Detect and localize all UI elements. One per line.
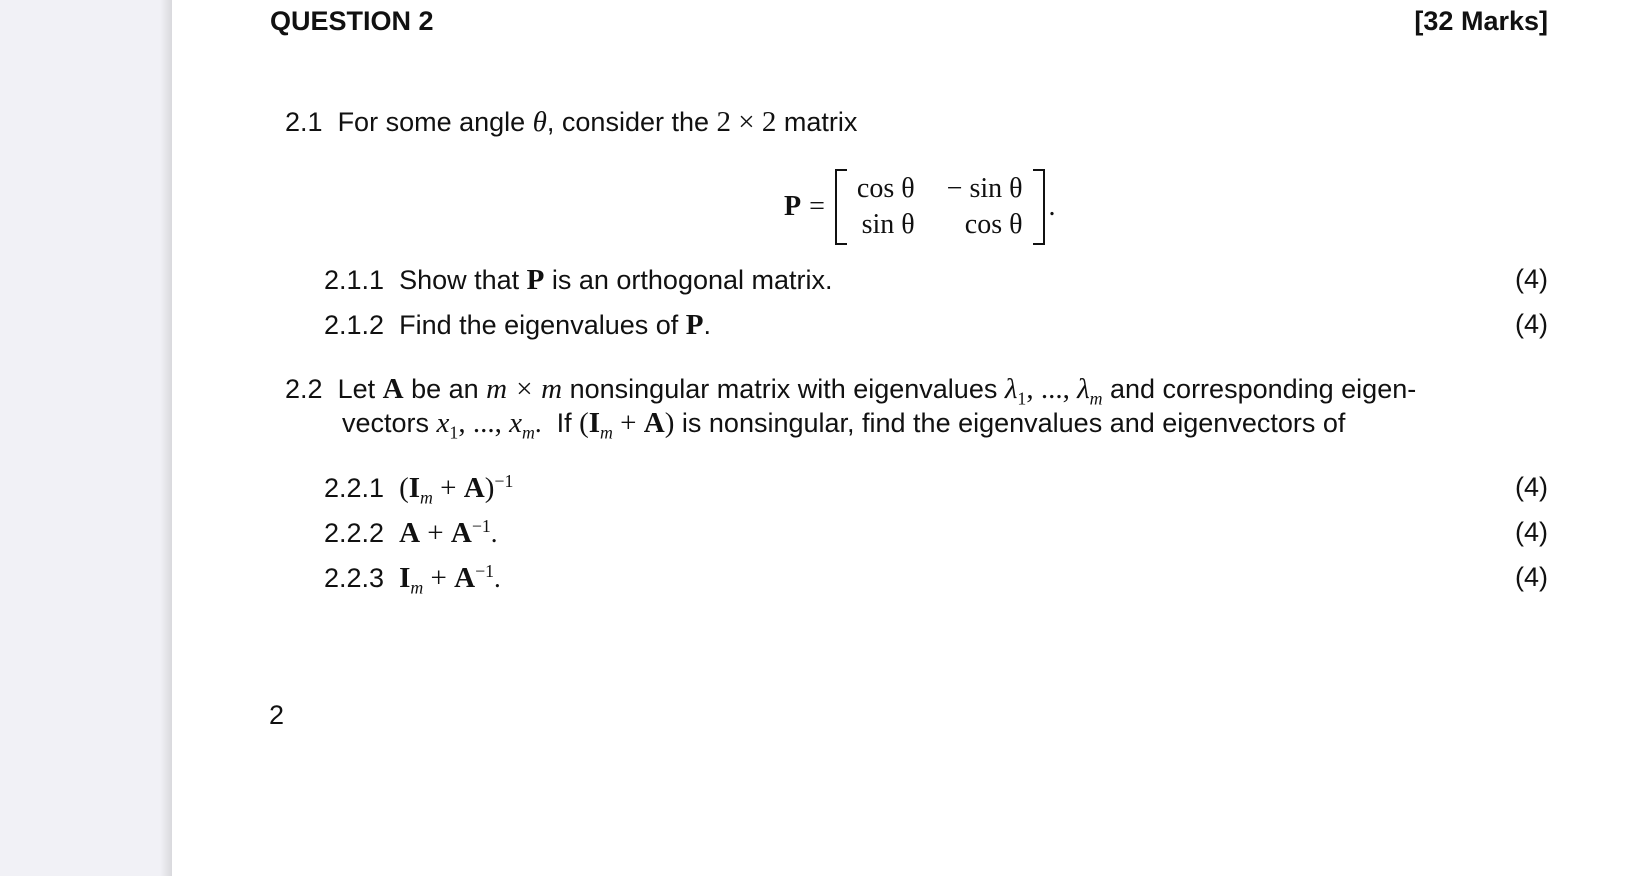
matrix-trailing-dot: . xyxy=(1048,191,1056,222)
symbol-i: I xyxy=(399,562,411,594)
q2-2-2-line xyxy=(324,517,498,550)
q2-2-text: nonsingular matrix with eigenvalues xyxy=(562,374,1005,404)
matrix-cell: − sin θ xyxy=(946,173,1023,204)
subscript-1: 1 xyxy=(1017,388,1027,409)
q2-2-3-line xyxy=(324,561,501,598)
q2-2-line1 xyxy=(285,373,1417,409)
lambda-symbol: λ xyxy=(1077,373,1090,405)
total-marks: [32 Marks] xyxy=(1414,6,1548,36)
plus: + xyxy=(423,562,455,594)
q2-2-line2 xyxy=(342,407,1346,443)
dims: 2 × 2 xyxy=(716,106,777,138)
lambda-symbol: λ xyxy=(1004,373,1018,405)
inverse-exponent: −1 xyxy=(475,561,495,581)
question-title: QUESTION 2 xyxy=(270,6,434,36)
m-by-m: m × m xyxy=(486,373,563,405)
paren-close: ) xyxy=(664,407,675,439)
subscript-m: m xyxy=(420,487,433,508)
x-symbol: x xyxy=(509,407,522,439)
symbol-a: A xyxy=(382,373,404,405)
symbol-a: A xyxy=(399,517,421,549)
matrix-cell: cos θ xyxy=(856,173,915,204)
symbol-i: I xyxy=(588,407,601,439)
ellipsis: , ..., xyxy=(458,407,510,439)
document-page xyxy=(172,0,1640,876)
plus: + xyxy=(420,517,451,549)
symbol-a: A xyxy=(450,517,472,549)
marks-2-1-1: (4) xyxy=(1515,264,1548,294)
symbol-a: A xyxy=(463,472,485,504)
subpart-text: is an orthogonal matrix. xyxy=(544,265,833,295)
q2-2-text: is nonsingular, find the eigenvalues and eigenvectors of xyxy=(674,408,1346,438)
q2-1-text-mid: , consider the xyxy=(546,107,717,137)
ellipsis: , ..., xyxy=(1026,373,1078,405)
matrix-grid xyxy=(847,172,1033,242)
period: . xyxy=(534,408,542,438)
matrix-eq: = xyxy=(809,191,825,222)
marks-2-1-2: (4) xyxy=(1515,309,1548,339)
q2-1-number: 2.1 xyxy=(285,107,323,137)
subscript-m: m xyxy=(521,422,535,443)
subpart-text: Show that xyxy=(399,265,527,295)
subpart-number: 2.1.1 xyxy=(324,265,385,295)
q2-1-text-before: For some angle xyxy=(337,107,533,137)
inverse-exponent: −1 xyxy=(471,516,491,536)
subscript-m: m xyxy=(1089,388,1103,409)
paren-open: ( xyxy=(579,407,589,439)
q2-1-1-line xyxy=(324,264,833,297)
q2-2-text: vectors xyxy=(342,408,437,438)
subpart-number: 2.1.2 xyxy=(324,310,385,340)
x-symbol: x xyxy=(436,407,450,439)
marks-2-2-3: (4) xyxy=(1515,562,1548,592)
symbol-a: A xyxy=(454,562,476,594)
page-number: 2 xyxy=(269,700,285,730)
q2-1-line xyxy=(285,106,857,139)
subpart-number: 2.2.3 xyxy=(324,563,385,593)
q2-1-2-line xyxy=(324,309,711,342)
subpart-text: Find the eigenvalues of xyxy=(399,310,686,340)
inverse-exponent: −1 xyxy=(494,471,514,491)
subscript-m: m xyxy=(600,422,613,443)
period: . xyxy=(494,563,501,593)
subpart-number: 2.2.2 xyxy=(324,518,385,548)
left-bracket xyxy=(835,169,847,245)
plus: + xyxy=(432,472,464,504)
expr-open: ( xyxy=(399,472,409,504)
expr-close: ) xyxy=(484,472,495,504)
q2-2-number: 2.2 xyxy=(285,374,323,404)
symbol-i: I xyxy=(408,472,421,504)
q2-2-text: be an xyxy=(403,374,487,404)
symbol-p: P xyxy=(685,309,704,341)
symbol-a: A xyxy=(643,407,665,439)
q2-1-text-after: matrix xyxy=(776,107,858,137)
marks-2-2-1: (4) xyxy=(1515,472,1548,502)
theta-symbol: θ xyxy=(532,106,547,138)
q2-2-text: and corresponding eigen- xyxy=(1102,374,1417,404)
right-bracket xyxy=(1033,169,1045,245)
plus: + xyxy=(612,407,644,439)
q2-2-text: Let xyxy=(337,374,383,404)
matrix-cell: cos θ xyxy=(964,209,1023,240)
period: . xyxy=(490,518,498,548)
subscript-m: m xyxy=(410,577,424,598)
matrix-lhs: P xyxy=(784,191,802,222)
matrix-cell: sin θ xyxy=(861,209,915,240)
page-shadow xyxy=(160,0,172,876)
symbol-p: P xyxy=(526,264,545,296)
marks-2-2-2: (4) xyxy=(1515,517,1548,547)
subscript-1: 1 xyxy=(449,422,459,443)
subpart-text: . xyxy=(703,310,712,340)
q2-2-text: If xyxy=(541,408,580,438)
q2-2-1-line xyxy=(324,471,514,508)
subpart-number: 2.2.1 xyxy=(324,473,385,503)
matrix-p xyxy=(784,168,1056,246)
